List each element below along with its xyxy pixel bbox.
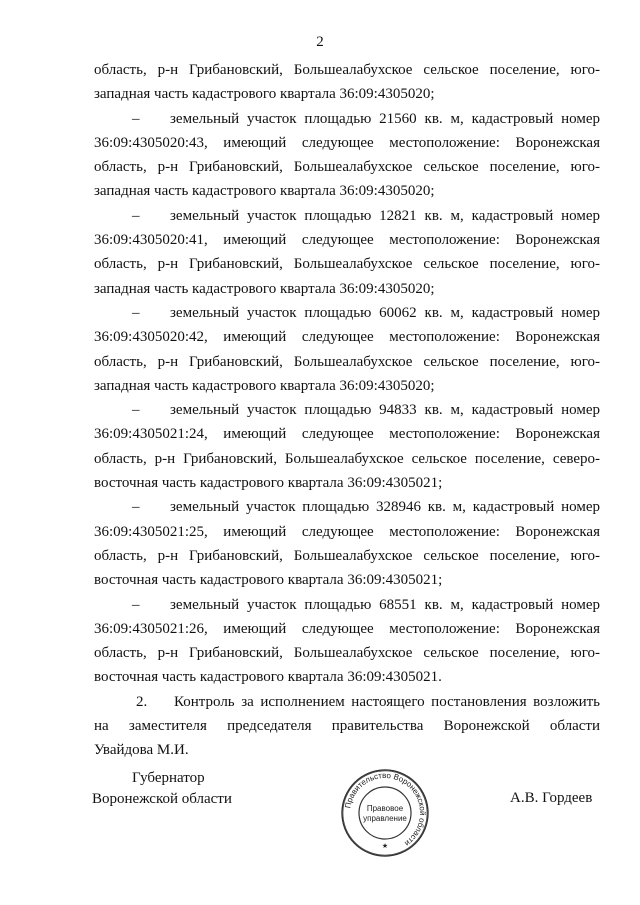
dash-marker: –	[132, 207, 140, 224]
text-line: 36:09:4305021:25, имеющий следующее местоположение: Воронежская	[94, 523, 600, 540]
text-line: область, р-н Грибановский, Большеалабухское сельское поселение, юго-	[94, 547, 600, 564]
signature-title-line-2: Воронежской области	[92, 791, 232, 807]
text-line: область, р-н Грибановский, Большеалабухское сельское поселение, юго-	[94, 645, 600, 662]
text-line: земельный участок площадью 12821 кв. м, кадастровый номер	[170, 207, 600, 224]
text-line: западная часть кадастрового квартала 36:09:4305020;	[94, 183, 435, 200]
item-number: 2.	[136, 693, 148, 710]
text-line: западная часть кадастрового квартала 36:09:4305020;	[94, 280, 435, 297]
text-line: 36:09:4305020:43, имеющий следующее местоположение: Воронежская	[94, 134, 600, 151]
text-line: 36:09:4305021:24, имеющий следующее местоположение: Воронежская	[94, 426, 600, 443]
dash-marker: –	[132, 499, 140, 516]
list-item-line	[94, 107, 600, 131]
text-line: 36:09:4305021:26, имеющий следующее местоположение: Воронежская	[94, 620, 600, 637]
text-line: земельный участок площадью 68551 кв. м, кадастровый номер	[170, 596, 600, 613]
text-line: область, р-н Грибановский, Большеалабухское сельское поселение, юго-	[94, 159, 600, 176]
list-item-line	[94, 495, 600, 519]
text-line: область, р-н Грибановский, Большеалабухское сельское поселение, северо-	[94, 450, 600, 467]
text-line: западная часть кадастрового квартала 36:09:4305020;	[94, 377, 435, 394]
text-line: область, р-н Грибановский, Большеалабухское сельское поселение, юго-	[94, 353, 600, 370]
list-item-line	[94, 301, 600, 325]
text-line: 36:09:4305020:41, имеющий следующее местоположение: Воронежская	[94, 232, 600, 249]
text-line: область, р-н Грибановский, Большеалабухское сельское поселение, юго-	[94, 62, 600, 78]
numbered-item-line	[94, 690, 600, 714]
dash-marker: –	[132, 402, 140, 419]
text-line: земельный участок площадью 94833 кв. м, кадастровый номер	[170, 402, 600, 419]
text-line: земельный участок площадью 21560 кв. м, кадастровый номер	[170, 110, 600, 127]
dash-marker: –	[132, 110, 140, 127]
stamp-inner-line-1: Правовое	[366, 804, 404, 813]
text-line: на заместителя председателя правительства Воронежской области	[94, 718, 600, 735]
text-line: область, р-н Грибановский, Большеалабухское сельское поселение, юго-	[94, 256, 600, 273]
stamp-inner-line-2: управление	[363, 814, 407, 823]
signature-title-line-1: Губернатор	[132, 770, 205, 786]
signature-title	[92, 768, 232, 810]
list-item-line	[94, 398, 600, 422]
text-line: земельный участок площадью 60062 кв. м, кадастровый номер	[170, 304, 600, 321]
official-stamp	[340, 768, 430, 858]
text-line: восточная часть кадастрового квартала 36:09:4305021.	[94, 669, 442, 686]
signatory-name: А.В. Гордеев	[510, 790, 593, 806]
text-line: восточная часть кадастрового квартала 36:09:4305021;	[94, 572, 443, 589]
dash-marker: –	[132, 304, 140, 321]
text-line: Увайдова М.И.	[94, 742, 189, 759]
text-line: земельный участок площадью 328946 кв. м, кадастровый номер	[170, 499, 600, 516]
list-item-line	[94, 593, 600, 617]
text-line: Контроль за исполнением настоящего постановления возложить	[174, 693, 600, 710]
document-body	[94, 58, 600, 763]
text-line: восточная часть кадастрового квартала 36:09:4305021;	[94, 475, 443, 492]
dash-marker: –	[132, 596, 140, 613]
stamp-star-icon: ★	[381, 843, 389, 850]
stamp-outer-text: Правительство Воронежской области	[343, 770, 428, 848]
list-item-line	[94, 204, 600, 228]
page-number: 2	[316, 34, 324, 50]
text-line: 36:09:4305020:42, имеющий следующее местоположение: Воронежская	[94, 329, 600, 346]
text-line: западная часть кадастрового квартала 36:09:4305020;	[94, 86, 435, 103]
